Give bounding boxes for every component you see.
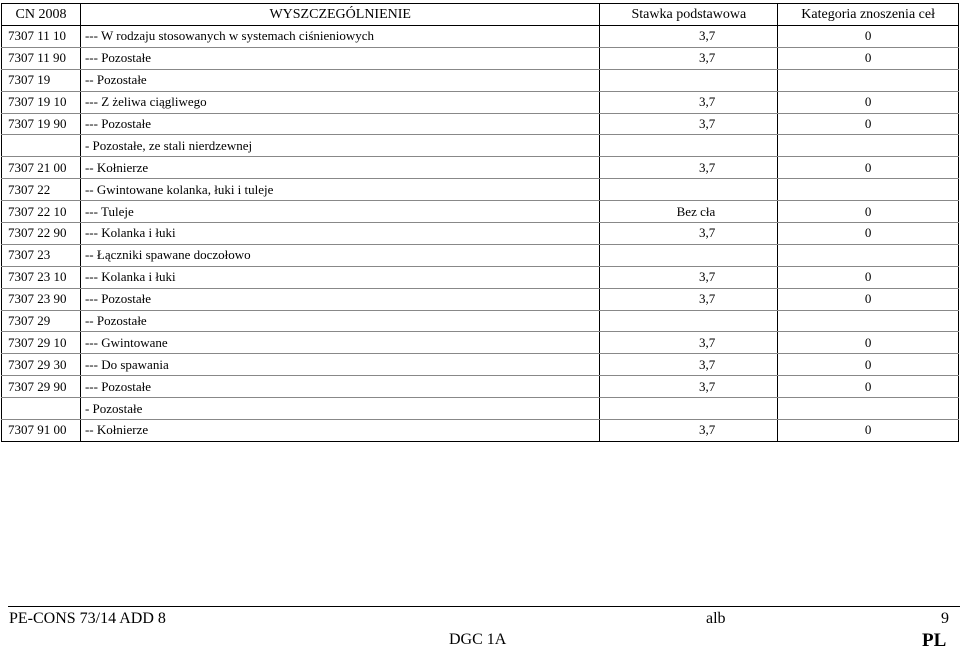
cn-code-cell	[2, 135, 81, 157]
cn-code-cell	[2, 398, 81, 420]
staging-category-cell	[778, 398, 959, 420]
base-rate-cell	[600, 398, 778, 420]
table-row	[2, 354, 959, 376]
header-base-rate: Stawka podstawowa	[600, 4, 778, 26]
cn-code-cell: 7307 29 90	[2, 376, 81, 398]
description-cell: --- Kolanka i łuki	[80, 266, 599, 288]
staging-category-cell: 0	[778, 376, 959, 398]
directorate-code: DGC 1A	[449, 631, 507, 648]
table-row	[2, 47, 959, 69]
base-rate-cell: 3,7	[600, 47, 778, 69]
base-rate-cell: 3,7	[600, 157, 778, 179]
base-rate-cell	[600, 135, 778, 157]
staging-category-cell: 0	[778, 201, 959, 223]
document-reference: PE-CONS 73/14 ADD 8	[9, 610, 166, 627]
header-staging-category: Kategoria znoszenia ceł	[778, 4, 959, 26]
staging-category-cell: 0	[778, 420, 959, 442]
description-cell: --- Pozostałe	[80, 113, 599, 135]
cn-code-cell: 7307 19 10	[2, 91, 81, 113]
tariff-table	[1, 3, 959, 442]
base-rate-cell: 3,7	[600, 91, 778, 113]
table-row	[2, 244, 959, 266]
cn-code-cell: 7307 29 30	[2, 354, 81, 376]
description-cell: -- Łączniki spawane doczołowo	[80, 244, 599, 266]
description-cell: -- Pozostałe	[80, 69, 599, 91]
table-row	[2, 157, 959, 179]
staging-category-cell	[778, 69, 959, 91]
staging-category-cell: 0	[778, 113, 959, 135]
base-rate-cell: 3,7	[600, 266, 778, 288]
staging-category-cell: 0	[778, 157, 959, 179]
cn-code-cell: 7307 19	[2, 69, 81, 91]
staging-category-cell	[778, 244, 959, 266]
table-row	[2, 398, 959, 420]
base-rate-cell: 3,7	[600, 113, 778, 135]
table-row	[2, 69, 959, 91]
table-row	[2, 91, 959, 113]
staging-category-cell: 0	[778, 223, 959, 245]
base-rate-cell: 3,7	[600, 26, 778, 48]
staging-category-cell: 0	[778, 288, 959, 310]
table-row	[2, 310, 959, 332]
staging-category-cell: 0	[778, 91, 959, 113]
description-cell: -- Gwintowane kolanka, łuki i tuleje	[80, 179, 599, 201]
cn-code-cell: 7307 29	[2, 310, 81, 332]
staging-category-cell: 0	[778, 332, 959, 354]
base-rate-cell: 3,7	[600, 420, 778, 442]
language-code: PL	[922, 630, 947, 651]
description-cell: --- Pozostałe	[80, 288, 599, 310]
table-row	[2, 266, 959, 288]
base-rate-cell	[600, 179, 778, 201]
table-header-row	[2, 4, 959, 26]
cn-code-cell: 7307 22 90	[2, 223, 81, 245]
description-cell: --- Tuleje	[80, 201, 599, 223]
description-cell: -- Pozostałe	[80, 310, 599, 332]
description-cell: -- Kołnierze	[80, 420, 599, 442]
cn-code-cell: 7307 91 00	[2, 420, 81, 442]
base-rate-cell: 3,7	[600, 332, 778, 354]
description-cell: --- Z żeliwa ciągliwego	[80, 91, 599, 113]
cn-code-cell: 7307 11 10	[2, 26, 81, 48]
description-cell: --- Gwintowane	[80, 332, 599, 354]
cn-code-cell: 7307 29 10	[2, 332, 81, 354]
cn-code-cell: 7307 23 90	[2, 288, 81, 310]
cn-code-cell: 7307 23	[2, 244, 81, 266]
table-row	[2, 288, 959, 310]
footer-divider	[8, 606, 960, 607]
staging-category-cell: 0	[778, 266, 959, 288]
base-rate-cell: Bez cła	[600, 201, 778, 223]
description-cell: -- Kołnierze	[80, 157, 599, 179]
description-cell: --- Pozostałe	[80, 47, 599, 69]
description-cell: --- Kolanka i łuki	[80, 223, 599, 245]
page-number: 9	[941, 610, 949, 627]
header-cn: CN 2008	[2, 4, 81, 26]
table-row	[2, 201, 959, 223]
base-rate-cell	[600, 244, 778, 266]
base-rate-cell	[600, 69, 778, 91]
staging-category-cell	[778, 135, 959, 157]
table-row	[2, 332, 959, 354]
base-rate-cell: 3,7	[600, 376, 778, 398]
table-row	[2, 135, 959, 157]
table-row	[2, 113, 959, 135]
cn-code-cell: 7307 22	[2, 179, 81, 201]
base-rate-cell	[600, 310, 778, 332]
cn-code-cell: 7307 19 90	[2, 113, 81, 135]
description-cell: - Pozostałe, ze stali nierdzewnej	[80, 135, 599, 157]
cn-code-cell: 7307 21 00	[2, 157, 81, 179]
author-initials: alb	[706, 610, 726, 627]
staging-category-cell: 0	[778, 47, 959, 69]
staging-category-cell: 0	[778, 354, 959, 376]
base-rate-cell: 3,7	[600, 288, 778, 310]
base-rate-cell: 3,7	[600, 354, 778, 376]
staging-category-cell: 0	[778, 26, 959, 48]
table-row	[2, 420, 959, 442]
table-row	[2, 223, 959, 245]
table-row	[2, 179, 959, 201]
description-cell: --- Pozostałe	[80, 376, 599, 398]
staging-category-cell	[778, 310, 959, 332]
description-cell: --- W rodzaju stosowanych w systemach ciśnieniowych	[80, 26, 599, 48]
staging-category-cell	[778, 179, 959, 201]
description-cell: - Pozostałe	[80, 398, 599, 420]
cn-code-cell: 7307 11 90	[2, 47, 81, 69]
base-rate-cell: 3,7	[600, 223, 778, 245]
cn-code-cell: 7307 22 10	[2, 201, 81, 223]
table-row	[2, 376, 959, 398]
cn-code-cell: 7307 23 10	[2, 266, 81, 288]
header-description: WYSZCZEGÓLNIENIE	[80, 4, 599, 26]
table-row	[2, 26, 959, 48]
description-cell: --- Do spawania	[80, 354, 599, 376]
